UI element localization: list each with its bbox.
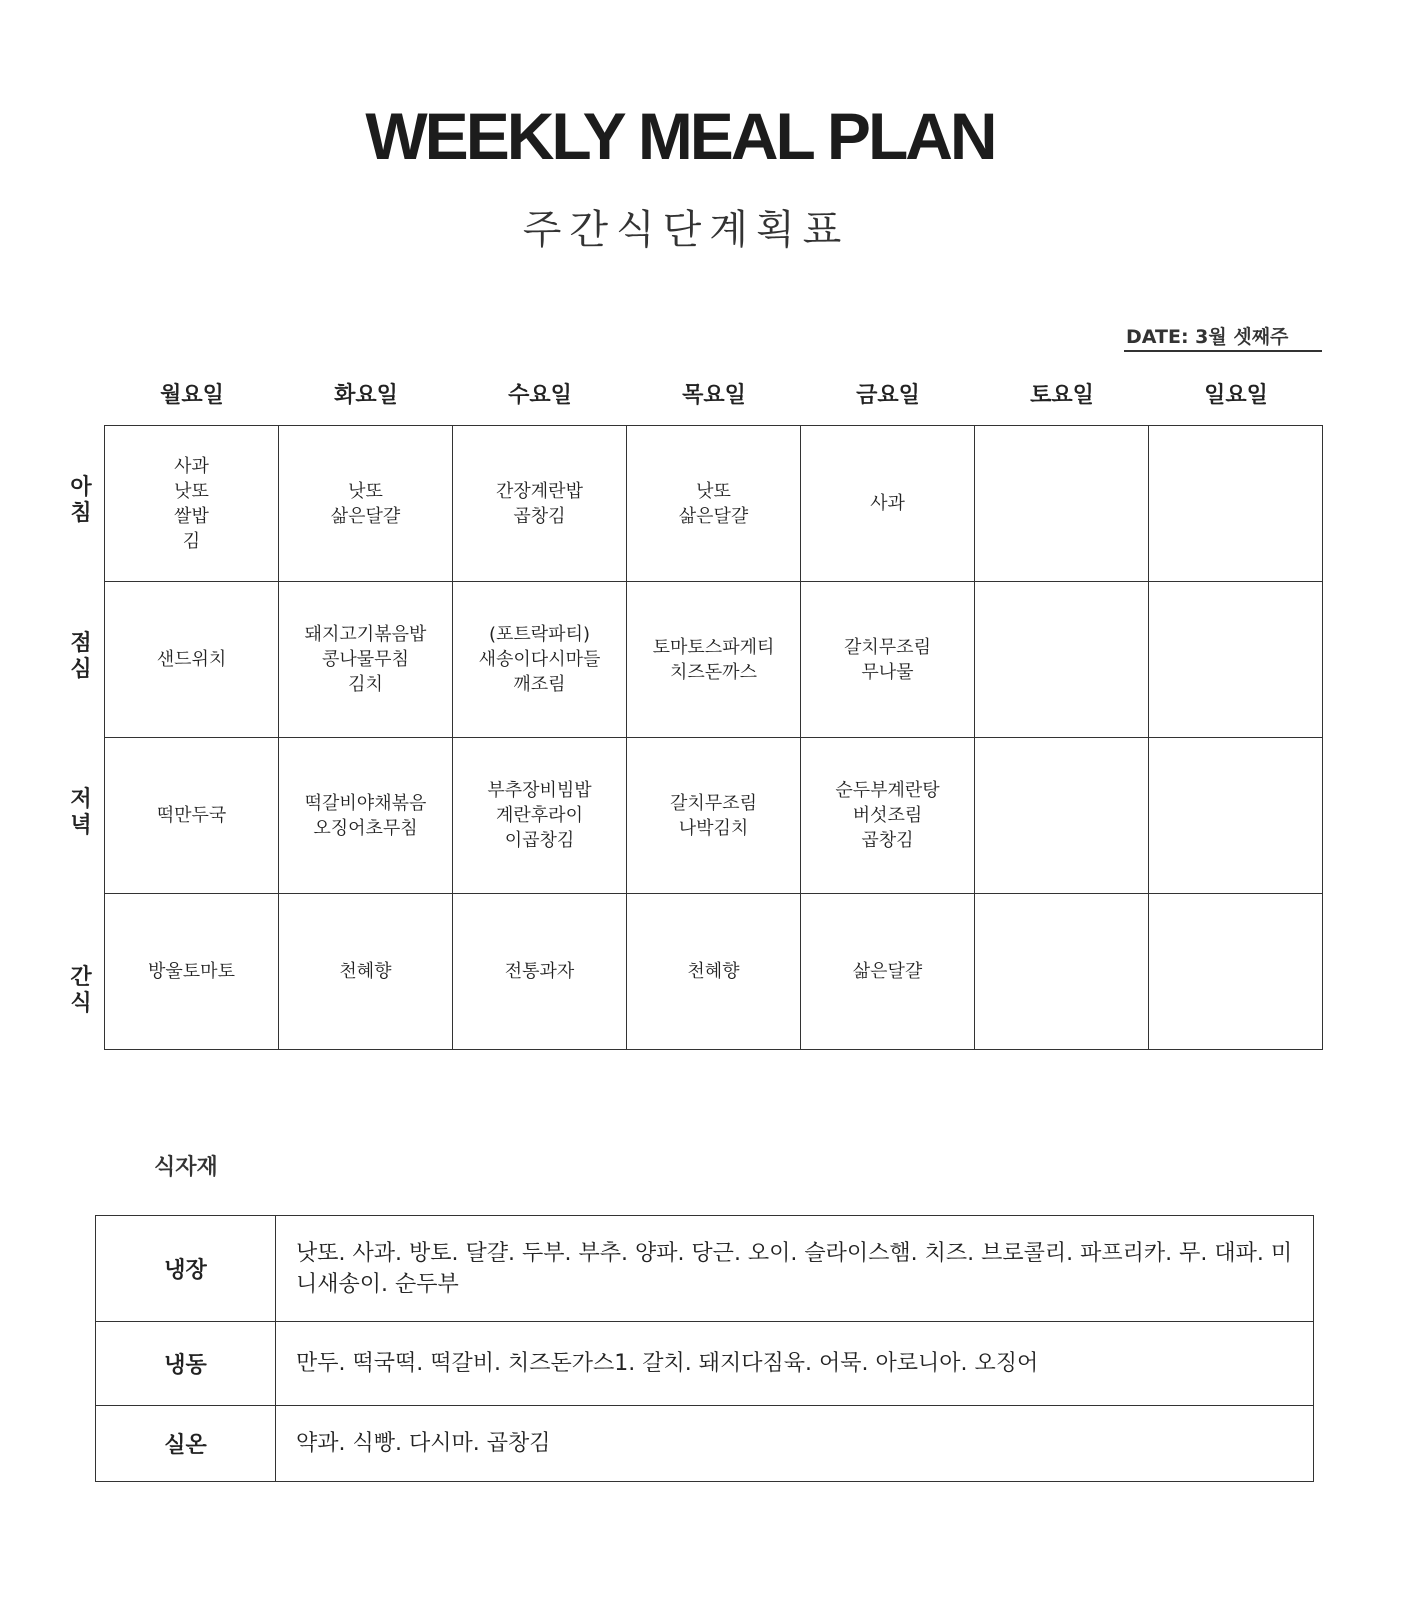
meal-cell (105, 426, 279, 582)
meal-row-label-char: 간 (70, 965, 92, 990)
meal-item: 쌀밥 (174, 505, 209, 527)
meal-item: 깨조림 (513, 674, 566, 695)
meal-cell (801, 738, 975, 894)
meal-cell (627, 582, 801, 738)
meal-grid (104, 425, 1323, 1050)
meal-item: 새송이다시마들 (478, 649, 601, 670)
meal-cell (975, 426, 1149, 582)
ingredients-storage-label: 냉장 (96, 1216, 276, 1321)
meal-item: 간장계란밥 (496, 480, 583, 502)
page-subtitle: 주간식단계획표 (522, 207, 850, 253)
meal-item: 천혜향 (339, 961, 392, 982)
meal-item: 무나물 (861, 661, 914, 683)
ingredients-list: 약과. 식빵. 다시마. 곱창김 (276, 1406, 1314, 1481)
ingredients-row (96, 1406, 1314, 1482)
meal-row-label-char: 식 (70, 991, 92, 1016)
meal-row-label-char: 심 (70, 657, 92, 682)
meal-row-label (66, 965, 96, 1017)
meal-item: 천혜향 (687, 961, 740, 982)
meal-row-label-char: 점 (70, 631, 92, 656)
meal-row-label-char: 침 (70, 501, 92, 526)
meal-item: 삶은달걀 (330, 505, 401, 527)
day-header: 화요일 (334, 383, 398, 408)
meal-cell (105, 894, 279, 1050)
meal-item: 방울토마토 (148, 961, 235, 982)
meal-row-label (66, 631, 96, 683)
meal-item: 부추장비빔밥 (487, 780, 592, 801)
day-header: 일요일 (1204, 383, 1268, 408)
meal-cell (801, 426, 975, 582)
meal-item: 버섯조림 (852, 805, 923, 826)
meal-row-label-char: 저 (70, 787, 92, 812)
ingredients-title: 식자재 (154, 1155, 218, 1180)
meal-cell (801, 894, 975, 1050)
meal-cell (279, 894, 453, 1050)
meal-cell (627, 894, 801, 1050)
meal-item: 오징어초무침 (313, 817, 418, 839)
day-header: 수요일 (508, 383, 572, 408)
meal-cell (105, 738, 279, 894)
meal-item: 떡만두국 (156, 805, 227, 826)
meal-cell (801, 582, 975, 738)
meal-cell (453, 894, 627, 1050)
page-title: WEEKLY MEAL PLAN (365, 99, 995, 173)
meal-cell (1149, 426, 1323, 582)
meal-cell (627, 426, 801, 582)
meal-item: 사과 (870, 493, 905, 514)
meal-cell (105, 582, 279, 738)
day-header: 월요일 (160, 383, 224, 408)
meal-row-label (66, 787, 96, 839)
ingredients-storage-label: 냉동 (96, 1322, 276, 1405)
meal-item: (포트락파티) (489, 624, 590, 645)
meal-row-label-char: 아 (70, 475, 92, 500)
meal-item: 사과 (174, 455, 209, 477)
day-header: 금요일 (856, 383, 920, 408)
day-header: 목요일 (682, 383, 746, 408)
meal-item: 갈치무조림 (670, 792, 757, 814)
meal-cell (279, 582, 453, 738)
meal-item: 낫또 (348, 480, 383, 502)
meal-cell (453, 582, 627, 738)
ingredients-storage-label: 실온 (96, 1406, 276, 1481)
meal-item: 삶은달걀 (852, 961, 923, 982)
meal-item: 이곱창김 (504, 830, 575, 851)
meal-cell (1149, 738, 1323, 894)
meal-item: 곱창김 (513, 505, 566, 527)
day-header: 토요일 (1030, 383, 1094, 408)
meal-row-label-char: 녁 (70, 813, 92, 838)
meal-item: 낫또 (174, 480, 209, 502)
ingredients-row (96, 1216, 1314, 1322)
meal-item: 낫또 (696, 480, 731, 502)
date-field: DATE: 3월 셋째주 (1124, 326, 1322, 352)
meal-cell (453, 426, 627, 582)
meal-item: 돼지고기볶음밥 (304, 624, 427, 645)
meal-item: 김치 (348, 674, 383, 695)
ingredients-row (96, 1322, 1314, 1406)
meal-item: 나박김치 (678, 817, 749, 839)
meal-item: 갈치무조림 (844, 636, 931, 658)
meal-cell (627, 738, 801, 894)
meal-cell (1149, 582, 1323, 738)
meal-item: 콩나물무침 (322, 649, 409, 670)
meal-cell (975, 738, 1149, 894)
meal-cell (279, 738, 453, 894)
ingredients-list: 낫또. 사과. 방토. 달걀. 두부. 부추. 양파. 당근. 오이. 슬라이스햄. 치즈. 브로콜리. 파프리카. 무. 대파. 미니새송이. 순두부 (276, 1216, 1314, 1321)
ingredients-list: 만두. 떡국떡. 떡갈비. 치즈돈가스1. 갈치. 돼지다짐육. 어묵. 아로니아. 오징어 (276, 1322, 1314, 1405)
meal-item: 떡갈비야채볶음 (304, 792, 427, 814)
meal-item: 치즈돈까스 (670, 661, 757, 683)
meal-row-label (66, 475, 96, 527)
ingredients-table (95, 1215, 1314, 1482)
meal-item: 김 (182, 530, 201, 552)
meal-item: 곱창김 (861, 830, 914, 851)
meal-cell (975, 582, 1149, 738)
meal-item: 토마토스파게티 (652, 636, 775, 658)
meal-cell (1149, 894, 1323, 1050)
meal-cell (453, 738, 627, 894)
meal-item: 샌드위치 (156, 649, 227, 670)
meal-item: 삶은달걀 (678, 505, 749, 527)
meal-item: 계란후라이 (496, 805, 583, 826)
meal-cell (279, 426, 453, 582)
meal-cell (975, 894, 1149, 1050)
meal-item: 순두부계란탕 (835, 780, 940, 801)
meal-item: 전통과자 (504, 961, 575, 982)
